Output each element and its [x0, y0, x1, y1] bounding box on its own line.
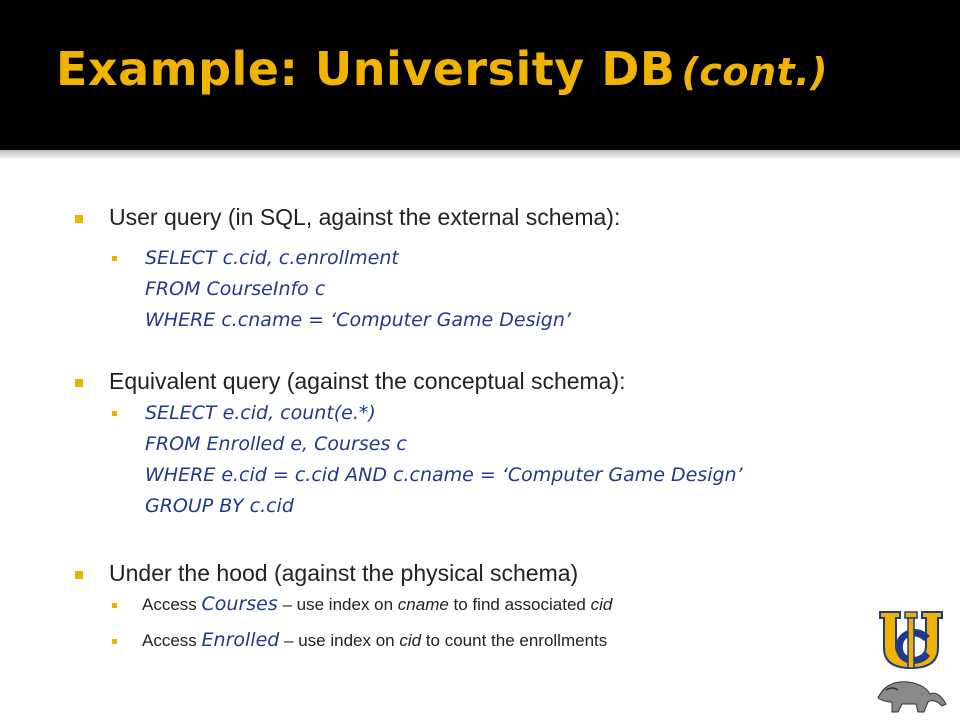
slide-title: [56, 42, 828, 96]
code-line: SELECT c.cid, c.enrollment: [145, 247, 399, 269]
bullet-text: Under the hood (against the physical schema): [109, 560, 579, 586]
code-line: WHERE e.cid = c.cid AND c.cname = ‘Computer Game Design’: [145, 464, 743, 486]
bullet-marker: [75, 215, 83, 223]
bullet-text: User query (in SQL, against the external schema):: [109, 204, 621, 230]
sub-item-text: – use index on: [277, 595, 398, 614]
slide-title-main: Example: University DB: [56, 42, 676, 96]
sub-item-text: Access: [142, 595, 202, 614]
sql-user-query: [145, 243, 571, 336]
slide-title-cont: (cont.): [681, 50, 829, 94]
table-name: Courses: [201, 593, 278, 615]
table-name: Enrolled: [201, 629, 280, 651]
sub-item-text: – use index on: [279, 631, 400, 650]
title-divider: [0, 150, 960, 158]
sub-bullet-marker: [112, 256, 117, 261]
bullet-text: Equivalent query (against the conceptual schema):: [109, 368, 626, 394]
code-line: WHERE c.cname = ‘Computer Game Design’: [145, 309, 571, 331]
sub-item-text: to find associated: [448, 595, 591, 614]
field-name: cid: [399, 631, 422, 650]
sub-bullet-marker: [112, 603, 117, 608]
code-line: FROM Enrolled e, Courses c: [145, 433, 407, 455]
sub-bullet-marker: [112, 639, 117, 644]
sql-equivalent-query: [145, 398, 743, 522]
uci-anteater-logo: [872, 606, 950, 714]
code-line: SELECT e.cid, count(e.*): [145, 402, 376, 424]
code-line: FROM CourseInfo c: [145, 278, 326, 300]
sub-item-access-enrolled: [142, 629, 607, 651]
sub-bullet-marker: [112, 411, 117, 416]
field-name: cname: [397, 595, 449, 614]
sub-item-text: to count the enrollments: [421, 631, 608, 650]
field-name: cid: [590, 595, 613, 614]
sub-item-access-courses: [142, 593, 612, 615]
bullet-marker: [75, 379, 83, 387]
sub-item-text: Access: [142, 631, 202, 650]
code-line: GROUP BY c.cid: [145, 495, 294, 517]
bullet-marker: [75, 571, 83, 579]
